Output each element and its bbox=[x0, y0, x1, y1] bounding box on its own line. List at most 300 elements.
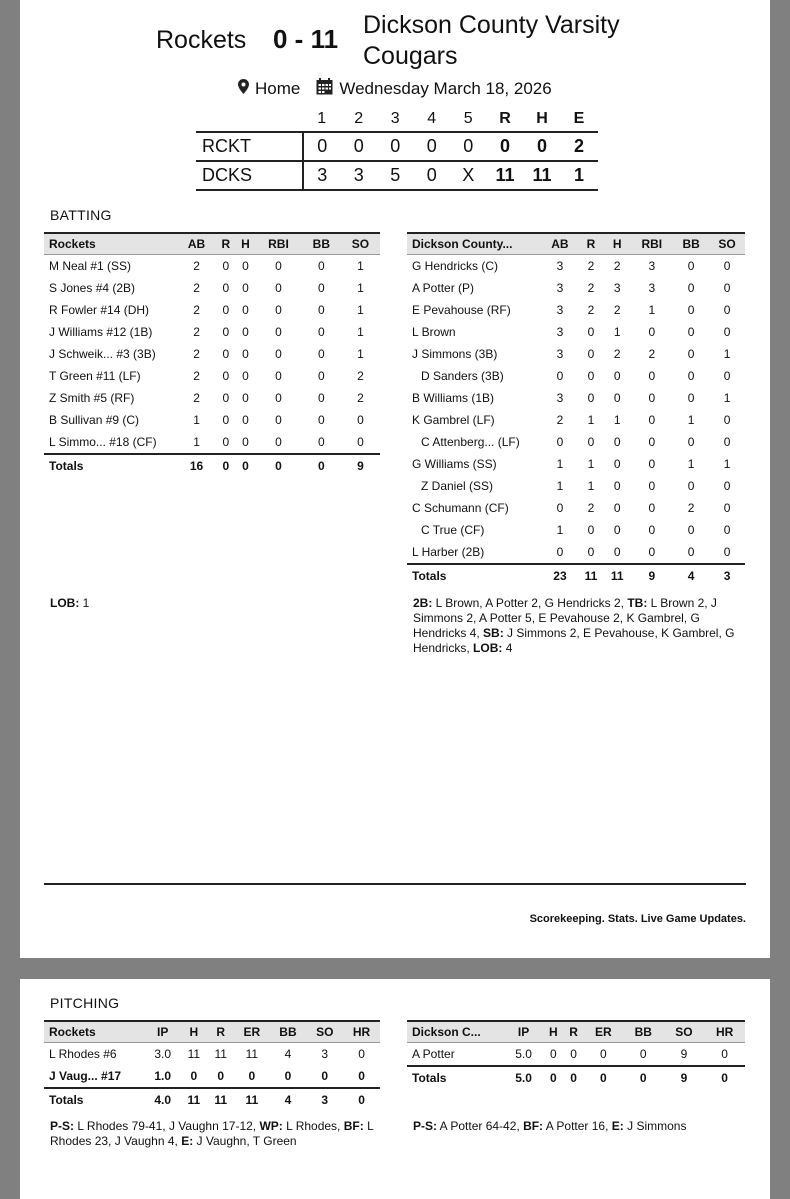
final-score: 0 - 11 bbox=[273, 24, 339, 54]
stat-cell: 0 bbox=[275, 325, 282, 339]
player-name: L Harber (2B) bbox=[412, 545, 485, 559]
stat-cell: 3 bbox=[556, 303, 564, 317]
stat-cell: 0 bbox=[648, 325, 656, 339]
player-row bbox=[407, 343, 745, 365]
stat-cell: 2 bbox=[587, 281, 595, 295]
player-name: E Pevahouse (RF) bbox=[412, 303, 511, 317]
stat-cell: 0 bbox=[723, 281, 731, 295]
stat-cell: 0 bbox=[613, 523, 621, 537]
stat-cell: 3 bbox=[556, 281, 564, 295]
note-label: TB: bbox=[627, 596, 648, 610]
home-team-name: Dickson County Varsity Cougars bbox=[363, 11, 620, 70]
stat-cell: 0 bbox=[556, 545, 564, 559]
note-text: J Vaughn, T Green bbox=[193, 1134, 297, 1148]
stat-cell: 1 bbox=[556, 457, 564, 471]
stat-cell: 0 bbox=[242, 369, 249, 383]
stat-cell: 0 bbox=[222, 281, 230, 295]
totals-row bbox=[44, 1088, 380, 1111]
stat-cell: 2 bbox=[357, 391, 364, 405]
stat-cell: 0 bbox=[687, 369, 695, 383]
total-hits: 11 bbox=[524, 161, 561, 190]
stat-cell: 1 bbox=[587, 479, 595, 493]
stat-column-header: BB bbox=[673, 233, 709, 255]
stat-cell: 2 bbox=[193, 369, 200, 383]
stat-cell: 2 bbox=[648, 347, 656, 361]
player-row bbox=[407, 365, 745, 387]
stat-cell: 0 bbox=[723, 303, 731, 317]
player-name: J Simmons (3B) bbox=[412, 347, 498, 361]
totals-label: Totals bbox=[407, 564, 542, 587]
stat-cell: 0 bbox=[687, 545, 695, 559]
note-label: LOB: bbox=[50, 596, 80, 610]
note-text: L Rhodes 79-41, J Vaughn 17-12, bbox=[74, 1119, 260, 1133]
stat-cell: 0 bbox=[613, 545, 621, 559]
stat-column-header: H bbox=[236, 233, 256, 255]
totals-cell: 9 bbox=[630, 564, 673, 587]
stat-cell: 1 bbox=[723, 457, 731, 471]
stat-cell: 0 bbox=[723, 325, 731, 339]
home-batting-table bbox=[407, 232, 745, 587]
box-score-panel bbox=[20, 0, 770, 958]
player-name: D Sanders (3B) bbox=[421, 369, 504, 383]
player-row bbox=[407, 321, 745, 343]
stat-cell: 3 bbox=[321, 1047, 329, 1061]
game-date: Wednesday March 18, 2026 bbox=[339, 79, 552, 98]
player-row bbox=[407, 497, 745, 519]
player-name: A Potter (P) bbox=[412, 281, 475, 295]
player-name: L Rhodes #6 bbox=[49, 1047, 117, 1061]
stat-cell: 0 bbox=[613, 501, 621, 515]
player-name: Z Daniel (SS) bbox=[421, 479, 494, 493]
totals-cell: 23 bbox=[542, 564, 578, 587]
stat-cell: 0 bbox=[358, 1069, 365, 1083]
totals-cell: 11 bbox=[207, 1088, 234, 1111]
stat-cell: 0 bbox=[639, 1047, 647, 1061]
player-row bbox=[407, 255, 745, 278]
stat-cell: 0 bbox=[217, 1069, 225, 1083]
player-name: C Attenberg... (LF) bbox=[421, 435, 520, 449]
totals-label: Totals bbox=[407, 1066, 504, 1089]
stat-cell: 2 bbox=[193, 281, 200, 295]
totals-cell: 3 bbox=[709, 564, 745, 587]
stat-cell: 0 bbox=[587, 545, 595, 559]
stat-column-header: R bbox=[563, 1021, 583, 1043]
stat-cell: 0 bbox=[587, 391, 595, 405]
player-name: L Simmo... #18 (CF) bbox=[49, 435, 157, 449]
inning-runs: 0 bbox=[450, 132, 487, 161]
stat-cell: 0 bbox=[687, 281, 695, 295]
stat-cell: 0 bbox=[317, 281, 325, 295]
stat-cell: 1 bbox=[687, 457, 695, 471]
stat-cell: 2 bbox=[193, 303, 200, 317]
stat-cell: 1 bbox=[687, 413, 695, 427]
stat-cell: 2 bbox=[193, 391, 200, 405]
stat-cell: 0 bbox=[248, 1069, 256, 1083]
totals-row bbox=[44, 454, 380, 477]
stat-cell: 0 bbox=[317, 347, 325, 361]
player-row bbox=[407, 1043, 745, 1067]
player-name: J Schweik... #3 (3B) bbox=[49, 347, 156, 361]
player-name: K Gambrel (LF) bbox=[412, 413, 495, 427]
stat-cell: 0 bbox=[648, 501, 656, 515]
player-row bbox=[44, 321, 380, 343]
stat-cell: 0 bbox=[275, 435, 282, 449]
stat-column-header: SO bbox=[341, 233, 380, 255]
player-name: S Jones #4 (2B) bbox=[49, 281, 136, 295]
stat-column-header: SO bbox=[664, 1021, 705, 1043]
player-name: T Green #11 (LF) bbox=[49, 369, 141, 383]
stat-cell: 0 bbox=[275, 391, 282, 405]
stat-column-header: IP bbox=[504, 1021, 543, 1043]
stat-cell: 0 bbox=[222, 303, 230, 317]
stat-cell: 0 bbox=[317, 369, 325, 383]
stat-cell: 0 bbox=[321, 1069, 329, 1083]
stat-cell: 0 bbox=[648, 391, 656, 405]
stat-cell: 0 bbox=[570, 1047, 577, 1061]
note-text: L Rhodes 23, J Vaughn 4, bbox=[50, 1119, 374, 1148]
stat-cell: 1 bbox=[357, 303, 364, 317]
inning-header: 1 bbox=[317, 110, 327, 127]
stat-cell: 0 bbox=[587, 369, 595, 383]
note-text: J Simmons 2, E Pevahouse, K Gambrel, G Hendricks, bbox=[413, 626, 735, 655]
player-row bbox=[44, 1065, 380, 1088]
team-abbr: DCKS bbox=[196, 161, 303, 190]
note-label: E: bbox=[611, 1119, 624, 1133]
tagline: Scorekeeping. Stats. Live Game Updates. bbox=[529, 913, 746, 925]
inning-runs: 0 bbox=[414, 132, 451, 161]
stat-cell: 0 bbox=[723, 435, 731, 449]
stat-column-header: AB bbox=[542, 233, 578, 255]
stat-cell: 2 bbox=[357, 369, 364, 383]
stat-cell: 3 bbox=[556, 391, 564, 405]
stat-cell: 0 bbox=[687, 347, 695, 361]
note-text: L Brown, A Potter 2, G Hendricks 2, bbox=[432, 596, 628, 610]
totals-cell: 0 bbox=[255, 454, 302, 477]
stat-cell: 11 bbox=[245, 1047, 259, 1061]
player-name: B Sullivan #9 (C) bbox=[49, 413, 140, 427]
stat-column-header: BB bbox=[623, 1021, 664, 1043]
stat-cell: 9 bbox=[680, 1047, 688, 1061]
game-meta bbox=[238, 78, 552, 100]
player-row bbox=[407, 541, 745, 564]
stat-cell: 0 bbox=[648, 523, 656, 537]
total-hits: 0 bbox=[524, 132, 561, 161]
stat-cell: 0 bbox=[275, 369, 282, 383]
stat-cell: 0 bbox=[222, 369, 230, 383]
stat-cell: 0 bbox=[317, 303, 325, 317]
stat-cell: 2 bbox=[193, 259, 200, 273]
totals-cell: 0 bbox=[623, 1066, 664, 1089]
note-text: L Rhodes, bbox=[282, 1119, 344, 1133]
stat-column-header: RBI bbox=[630, 233, 673, 255]
score-header bbox=[20, 10, 770, 72]
stat-cell: 0 bbox=[587, 523, 595, 537]
stat-cell: 0 bbox=[613, 391, 621, 405]
stat-column-header: IP bbox=[145, 1021, 180, 1043]
home-batting-notes bbox=[413, 596, 743, 656]
stat-cell: 0 bbox=[723, 523, 731, 537]
away-team-name: Rockets bbox=[156, 26, 247, 54]
stat-cell: 0 bbox=[687, 523, 695, 537]
totals-cell: 0 bbox=[216, 454, 236, 477]
stat-cell: 0 bbox=[687, 391, 695, 405]
stat-cell: 2 bbox=[587, 501, 595, 515]
stat-cell: 1 bbox=[357, 259, 364, 273]
stat-cell: 0 bbox=[275, 413, 282, 427]
stat-cell: 0 bbox=[687, 435, 695, 449]
stat-cell: 0 bbox=[587, 435, 595, 449]
pitching-section-title: PITCHING bbox=[50, 995, 120, 1011]
away-pitching-table bbox=[44, 1020, 380, 1111]
player-row bbox=[407, 431, 745, 453]
home-pitching-table bbox=[407, 1020, 745, 1089]
stat-cell: 0 bbox=[242, 413, 249, 427]
totals-cell: 5.0 bbox=[504, 1066, 543, 1089]
note-label: WP: bbox=[259, 1119, 283, 1133]
stat-cell: 1 bbox=[357, 281, 364, 295]
stat-column-header: AB bbox=[177, 233, 216, 255]
note-text: A Potter 16, bbox=[543, 1119, 612, 1133]
stat-cell: 0 bbox=[648, 369, 656, 383]
stat-cell: 1.0 bbox=[154, 1069, 172, 1083]
note-label: 2B: bbox=[413, 596, 433, 610]
player-name: G Hendricks (C) bbox=[412, 259, 499, 273]
stat-cell: 0 bbox=[648, 479, 656, 493]
player-row bbox=[44, 409, 380, 431]
stat-cell: 0 bbox=[723, 479, 731, 493]
stat-cell: 1 bbox=[723, 347, 731, 361]
stat-cell: 0 bbox=[317, 325, 325, 339]
stat-header-row bbox=[407, 1021, 745, 1043]
note-label: SB: bbox=[483, 626, 504, 640]
stat-cell: 0 bbox=[556, 435, 564, 449]
stat-header-row bbox=[44, 1021, 380, 1043]
stat-cell: 3 bbox=[556, 325, 564, 339]
stat-cell: 0 bbox=[723, 259, 731, 273]
footer-divider bbox=[44, 883, 746, 885]
runs-header: R bbox=[499, 110, 511, 127]
stat-column-header: HR bbox=[704, 1021, 745, 1043]
stat-cell: 1 bbox=[648, 303, 656, 317]
team-column-header: Rockets bbox=[44, 233, 177, 255]
stat-column-header: BB bbox=[302, 233, 341, 255]
note-text: 4 bbox=[502, 641, 513, 655]
away-batting-table bbox=[44, 232, 380, 477]
stat-cell: 0 bbox=[242, 259, 249, 273]
away-pitching-notes bbox=[50, 1119, 375, 1149]
hits-header: H bbox=[536, 110, 548, 127]
stat-cell: 3 bbox=[556, 347, 564, 361]
stat-header-row bbox=[44, 233, 380, 255]
player-name: Z Smith #5 (RF) bbox=[49, 391, 135, 405]
player-row bbox=[44, 343, 380, 365]
stat-cell: 0 bbox=[242, 325, 249, 339]
stat-cell: 0 bbox=[190, 1069, 198, 1083]
inning-header: 2 bbox=[354, 110, 364, 127]
stat-cell: 0 bbox=[600, 1047, 607, 1061]
stat-column-header: H bbox=[180, 1021, 207, 1043]
stat-cell: 0 bbox=[317, 259, 325, 273]
stat-cell: 0 bbox=[222, 413, 230, 427]
team-abbr: RCKT bbox=[196, 132, 303, 161]
stat-column-header: ER bbox=[234, 1021, 269, 1043]
inning-runs: 3 bbox=[303, 161, 341, 190]
stat-cell: 11 bbox=[187, 1047, 201, 1061]
totals-cell: 11 bbox=[604, 564, 630, 587]
stat-cell: 1 bbox=[587, 413, 595, 427]
stat-column-header: BB bbox=[270, 1021, 307, 1043]
player-row bbox=[44, 365, 380, 387]
home-pitching-notes bbox=[413, 1119, 743, 1134]
stat-cell: 0 bbox=[222, 347, 230, 361]
stat-cell: 0 bbox=[723, 545, 731, 559]
game-location: Home bbox=[255, 79, 301, 98]
player-name: L Brown bbox=[412, 325, 456, 339]
totals-cell: 4.0 bbox=[145, 1088, 180, 1111]
note-label: LOB: bbox=[473, 641, 503, 655]
player-row bbox=[407, 277, 745, 299]
stat-cell: 0 bbox=[275, 259, 282, 273]
totals-cell: 3 bbox=[306, 1088, 343, 1111]
calendar-icon bbox=[316, 78, 333, 100]
stat-cell: 2 bbox=[613, 347, 621, 361]
totals-cell: 0 bbox=[543, 1066, 563, 1089]
stat-cell: 1 bbox=[587, 457, 595, 471]
stat-cell: 0 bbox=[721, 1047, 728, 1061]
note-text: 1 bbox=[79, 596, 90, 610]
stat-cell: 1 bbox=[723, 391, 731, 405]
line-score-row-home bbox=[196, 161, 598, 190]
stat-column-header: SO bbox=[709, 233, 745, 255]
player-row bbox=[407, 409, 745, 431]
stat-cell: 3 bbox=[556, 259, 564, 273]
stat-cell: 2 bbox=[587, 303, 595, 317]
stat-cell: 0 bbox=[358, 1047, 365, 1061]
player-row bbox=[407, 519, 745, 541]
player-row bbox=[44, 299, 380, 321]
stat-cell: 0 bbox=[613, 369, 621, 383]
stat-cell: 0 bbox=[222, 259, 230, 273]
stat-cell: 2 bbox=[587, 259, 595, 273]
total-errors: 1 bbox=[561, 161, 598, 190]
stat-cell: 0 bbox=[275, 303, 282, 317]
inning-runs: 3 bbox=[341, 161, 378, 190]
inning-runs: 0 bbox=[377, 132, 414, 161]
stat-header-row bbox=[407, 233, 745, 255]
stat-cell: 0 bbox=[275, 347, 282, 361]
stat-column-header: H bbox=[604, 233, 630, 255]
note-text: L Brown 2, J Simmons 2, A Potter 5, E Pevahouse 2, K Gambrel, G Hendricks 4, bbox=[413, 596, 717, 640]
totals-label: Totals bbox=[44, 1088, 145, 1111]
totals-cell: 0 bbox=[343, 1088, 380, 1111]
player-name: G Williams (SS) bbox=[412, 457, 497, 471]
team-column-header: Dickson County... bbox=[407, 233, 542, 255]
totals-cell: 16 bbox=[177, 454, 216, 477]
team-column-header: Rockets bbox=[44, 1021, 145, 1043]
stat-cell: 1 bbox=[613, 413, 621, 427]
stat-cell: 2 bbox=[193, 325, 200, 339]
stat-cell: 2 bbox=[556, 413, 564, 427]
player-row bbox=[407, 453, 745, 475]
stat-cell: 1 bbox=[193, 435, 200, 449]
line-score-row-away bbox=[196, 132, 598, 161]
note-text: A Potter 64-42, bbox=[437, 1119, 524, 1133]
note-label: BF: bbox=[523, 1119, 544, 1133]
stat-cell: 3 bbox=[613, 281, 621, 295]
totals-cell: 0 bbox=[236, 454, 256, 477]
stat-cell: 3 bbox=[648, 281, 656, 295]
stat-cell: 0 bbox=[687, 259, 695, 273]
stat-cell: 0 bbox=[549, 1047, 557, 1061]
player-name: J Williams #12 (1B) bbox=[49, 325, 153, 339]
player-name: C Schumann (CF) bbox=[412, 501, 509, 515]
totals-cell: 0 bbox=[584, 1066, 623, 1089]
stat-cell: 0 bbox=[648, 545, 656, 559]
stat-cell: 3.0 bbox=[154, 1047, 172, 1061]
stat-cell: 0 bbox=[242, 435, 249, 449]
totals-cell: 4 bbox=[270, 1088, 307, 1111]
stat-cell: 0 bbox=[242, 391, 249, 405]
stat-cell: 0 bbox=[556, 501, 564, 515]
total-runs: 0 bbox=[487, 132, 524, 161]
stat-cell: 0 bbox=[723, 369, 731, 383]
note-text: J Simmons bbox=[623, 1119, 687, 1133]
stat-cell: 0 bbox=[687, 303, 695, 317]
inning-header: 4 bbox=[427, 110, 437, 127]
stat-column-header: RBI bbox=[255, 233, 302, 255]
stat-cell: 0 bbox=[317, 413, 325, 427]
stat-cell: 0 bbox=[222, 435, 230, 449]
away-batting-notes bbox=[50, 596, 370, 611]
note-label: P-S: bbox=[50, 1119, 74, 1133]
totals-cell: 0 bbox=[563, 1066, 583, 1089]
player-row bbox=[407, 299, 745, 321]
stat-cell: 0 bbox=[723, 413, 731, 427]
player-name: R Fowler #14 (DH) bbox=[49, 303, 150, 317]
player-row bbox=[44, 1043, 380, 1066]
note-label: P-S: bbox=[413, 1119, 437, 1133]
stat-cell: 0 bbox=[317, 391, 325, 405]
stat-cell: 0 bbox=[613, 435, 621, 449]
stat-cell: 0 bbox=[613, 457, 621, 471]
totals-cell: 11 bbox=[578, 564, 604, 587]
stat-cell: 0 bbox=[222, 325, 230, 339]
inning-runs: 0 bbox=[303, 132, 341, 161]
stat-cell: 1 bbox=[556, 523, 564, 537]
stat-cell: 2 bbox=[193, 347, 200, 361]
map-pin-icon bbox=[238, 79, 249, 99]
inning-runs: 0 bbox=[414, 161, 451, 190]
player-row bbox=[407, 387, 745, 409]
stat-cell: 5.0 bbox=[515, 1047, 532, 1061]
player-row bbox=[44, 255, 380, 278]
player-name: M Neal #1 (SS) bbox=[49, 259, 132, 273]
stat-cell: 3 bbox=[648, 259, 656, 273]
stat-column-header: ER bbox=[584, 1021, 623, 1043]
inning-runs: X bbox=[450, 161, 487, 190]
stat-cell: 2 bbox=[613, 303, 621, 317]
stat-cell: 0 bbox=[242, 281, 249, 295]
stat-cell: 0 bbox=[275, 281, 282, 295]
total-runs: 11 bbox=[487, 161, 524, 190]
stat-column-header: R bbox=[578, 233, 604, 255]
stat-cell: 1 bbox=[613, 325, 621, 339]
player-name: C True (CF) bbox=[421, 523, 485, 537]
stat-cell: 4 bbox=[284, 1047, 292, 1061]
stat-cell: 0 bbox=[242, 347, 249, 361]
stat-cell: 0 bbox=[613, 479, 621, 493]
stat-cell: 0 bbox=[648, 413, 656, 427]
